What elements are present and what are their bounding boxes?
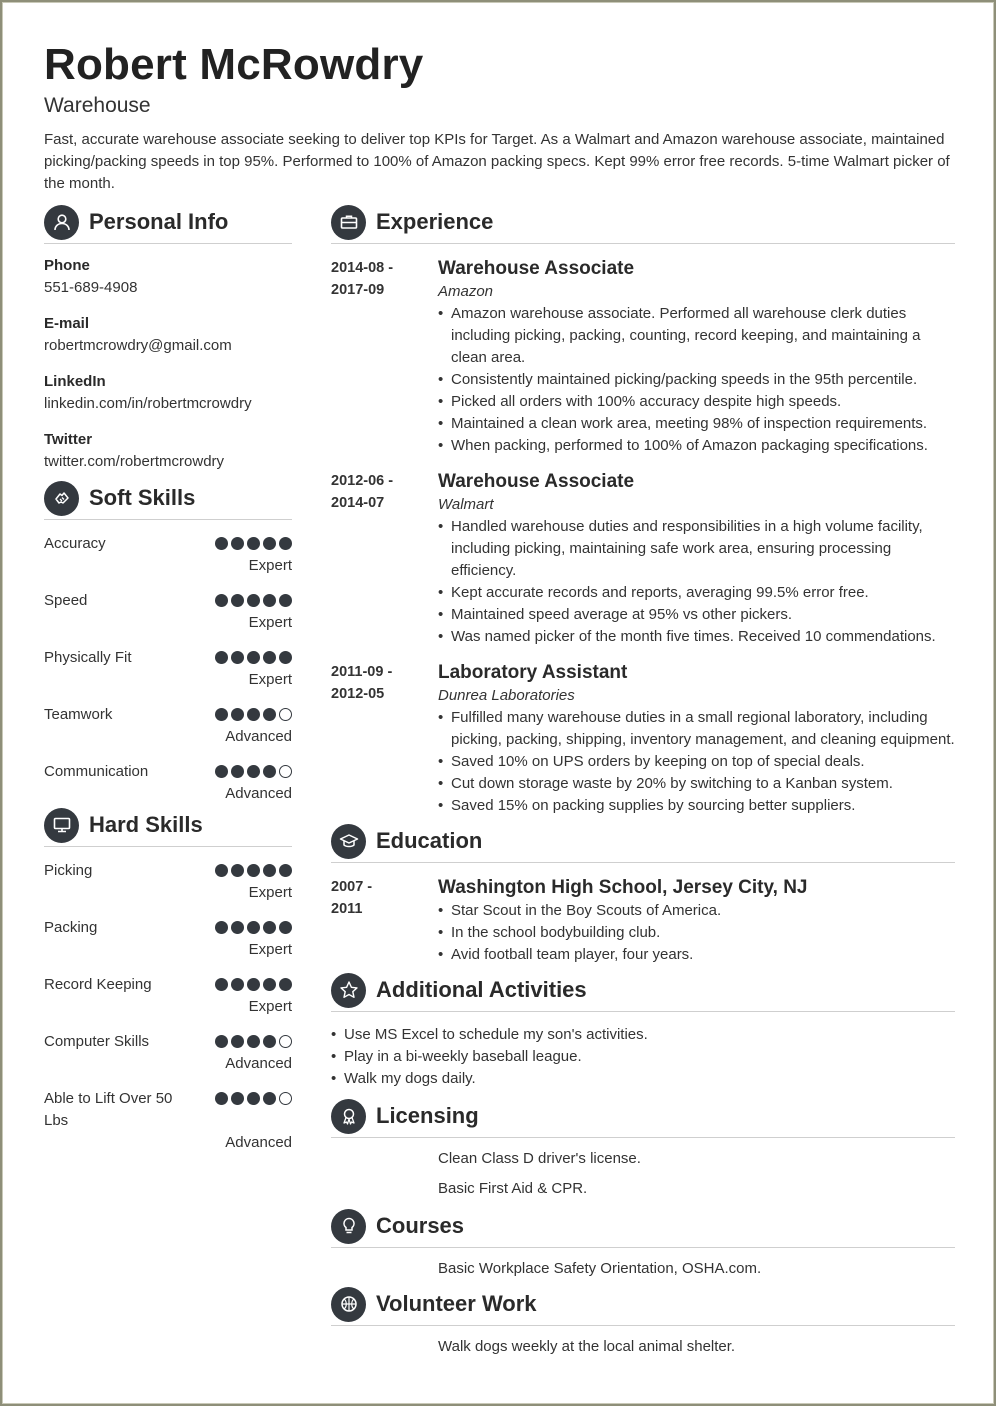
bullet-item: • In the school bodybuilding club. — [438, 922, 955, 944]
rating-dot-filled — [247, 765, 260, 778]
experience-date — [331, 257, 438, 457]
bullet-item: • Star Scout in the Boy Scouts of America. — [438, 900, 955, 922]
email-value[interactable]: robertmcrowdry@gmail.com — [44, 337, 232, 354]
bullet-item: • Maintained a clean work area, meeting 98% of inspection requirements. — [438, 413, 955, 435]
company-name: Dunrea Laboratories — [438, 687, 575, 704]
volunteer-section — [331, 1284, 955, 1358]
hard-skills-section — [44, 805, 292, 1154]
experience-entry — [331, 661, 955, 817]
award-ribbon-icon — [331, 1099, 366, 1134]
left-column — [44, 202, 292, 1154]
rating-dot-filled — [215, 1092, 228, 1105]
skill-level: Advanced — [225, 1134, 292, 1151]
skill-level: Expert — [248, 557, 292, 574]
rating-dot-filled — [215, 921, 228, 934]
rating-dot-filled — [279, 651, 292, 664]
skill-row — [44, 974, 292, 1018]
job-title: Warehouse Associate — [438, 471, 635, 492]
skill-row — [44, 1088, 292, 1154]
date-start: 2014-08 - — [331, 260, 394, 276]
monitor-icon — [44, 808, 79, 843]
rating-dot-filled — [247, 708, 260, 721]
skill-name: Able to Lift Over 50 Lbs — [44, 1090, 173, 1129]
rating-dot-filled — [215, 708, 228, 721]
experience-entry — [331, 257, 955, 457]
skill-rating-dots — [215, 978, 292, 991]
graduation-cap-icon — [331, 824, 366, 859]
rating-dot-filled — [231, 708, 244, 721]
rating-dot-empty — [279, 765, 292, 778]
rating-dot-filled — [279, 978, 292, 991]
bullet-item: • When packing, performed to 100% of Amazon packaging specifications. — [438, 435, 955, 457]
rating-dot-filled — [263, 594, 276, 607]
rating-dot-filled — [263, 978, 276, 991]
section-divider — [331, 1137, 955, 1138]
star-icon — [331, 973, 366, 1008]
skill-level: Expert — [248, 884, 292, 901]
skill-level: Advanced — [225, 785, 292, 802]
bullet-item: • Maintained speed average at 95% vs other pickers. — [438, 604, 955, 626]
rating-dot-filled — [215, 978, 228, 991]
soft-skills-heading: Soft Skills — [89, 485, 196, 510]
skill-rating-dots — [215, 1092, 292, 1105]
education-bullets — [438, 900, 955, 966]
skill-rating-dots — [215, 765, 292, 778]
skill-rating-dots — [215, 537, 292, 550]
personal-info-heading: Personal Info — [89, 209, 229, 234]
rating-dot-filled — [247, 978, 260, 991]
experience-list — [331, 257, 955, 817]
bullet-item: • Cut down storage waste by 20% by switching to a Kanban system. — [438, 773, 955, 795]
bullet-item: • Picked all orders with 100% accuracy despite high speeds. — [438, 391, 955, 413]
user-icon — [44, 205, 79, 240]
candidate-name: Robert McRowdry — [44, 40, 424, 89]
date-end: 2011 — [331, 901, 363, 917]
date-start: 2007 - — [331, 879, 373, 895]
hard-skills-heading: Hard Skills — [89, 812, 203, 837]
skill-name: Computer Skills — [44, 1033, 150, 1050]
skill-row — [44, 860, 292, 904]
phone-value: 551-689-4908 — [44, 279, 138, 296]
section-divider — [44, 846, 292, 847]
education-date — [331, 876, 438, 966]
rating-dot-filled — [231, 864, 244, 877]
skill-name: Picking — [44, 862, 93, 879]
twitter-value[interactable]: twitter.com/robertmcrowdry — [44, 453, 225, 470]
rating-dot-filled — [263, 864, 276, 877]
bullet-item: • Was named picker of the month five times. Received 10 commendations. — [438, 626, 955, 648]
hard-skills-list — [44, 860, 292, 1154]
skill-level: Expert — [248, 998, 292, 1015]
rating-dot-filled — [279, 594, 292, 607]
section-divider — [331, 1011, 955, 1012]
date-start: 2012-06 - — [331, 473, 394, 489]
linkedin-value[interactable]: linkedin.com/in/robertmcrowdry — [44, 395, 252, 412]
rating-dot-filled — [231, 1035, 244, 1048]
soft-skills-list — [44, 533, 292, 805]
rating-dot-empty — [279, 1092, 292, 1105]
date-end: 2012-05 — [331, 686, 385, 702]
skill-name: Accuracy — [44, 535, 106, 552]
skill-level: Advanced — [225, 1055, 292, 1072]
date-start: 2011-09 - — [331, 664, 393, 680]
company-name: Walmart — [438, 496, 494, 513]
skill-name: Record Keeping — [44, 976, 152, 993]
email-label: E-mail — [44, 315, 90, 332]
right-column — [331, 202, 955, 1358]
skill-name: Packing — [44, 919, 98, 936]
linkedin-label: LinkedIn — [44, 373, 106, 390]
skill-name: Teamwork — [44, 706, 113, 723]
handshake-icon — [44, 481, 79, 516]
skill-name: Physically Fit — [44, 649, 132, 666]
phone-label: Phone — [44, 257, 90, 274]
bullet-item: • Handled warehouse duties and responsibilities in a high volume facility, including picking, maintaining safe work area, ensuring processing efficiency. — [438, 516, 955, 582]
twitter-label: Twitter — [44, 431, 93, 448]
skill-row — [44, 1031, 292, 1075]
rating-dot-filled — [263, 537, 276, 550]
education-section — [331, 821, 955, 966]
date-end: 2017-09 — [331, 282, 385, 298]
rating-dot-filled — [231, 921, 244, 934]
bullet-item: • Saved 15% on packing supplies by sourcing better suppliers. — [438, 795, 955, 817]
skill-row — [44, 647, 292, 691]
rating-dot-filled — [231, 537, 244, 550]
rating-dot-filled — [231, 978, 244, 991]
rating-dot-filled — [263, 921, 276, 934]
bullet-item: • Consistently maintained picking/packing speeds in the 95th percentile. — [438, 369, 955, 391]
bullet-item: • Play in a bi-weekly baseball league. — [331, 1046, 955, 1068]
section-divider — [44, 519, 292, 520]
bullet-item: • Amazon warehouse associate. Performed all warehouse clerk duties including picking, packing, counting, record keeping, and maintaining a clean area. — [438, 303, 955, 369]
rating-dot-filled — [215, 765, 228, 778]
rating-dot-filled — [263, 765, 276, 778]
licensing-section — [331, 1096, 955, 1200]
skill-level: Expert — [248, 941, 292, 958]
experience-date — [331, 661, 438, 817]
experience-section — [331, 202, 955, 817]
section-divider — [331, 243, 955, 244]
skill-row — [44, 917, 292, 961]
section-divider — [331, 1325, 955, 1326]
skill-name: Speed — [44, 592, 88, 609]
skill-row — [44, 590, 292, 634]
skill-row — [44, 704, 292, 748]
courses-heading: Courses — [376, 1213, 465, 1238]
rating-dot-filled — [247, 1092, 260, 1105]
briefcase-icon — [331, 205, 366, 240]
lightbulb-icon — [331, 1209, 366, 1244]
summary-text: Fast, accurate warehouse associate seeking to deliver top KPIs for Target. As a Walmart and Amazon warehouse associate, maintained picking/packing speeds in top 95%. Performed to 100% of Amazon packing specs. Kept 99% error free records. 5-time Walmart picker of the month. — [44, 131, 950, 192]
bullet-item: • Kept accurate records and reports, averaging 99.5% error free. — [438, 582, 955, 604]
rating-dot-filled — [215, 1035, 228, 1048]
rating-dot-filled — [247, 651, 260, 664]
section-divider — [331, 862, 955, 863]
skill-rating-dots — [215, 708, 292, 721]
skill-row — [44, 761, 292, 805]
license-item: Clean Class D driver's license. — [438, 1150, 641, 1167]
candidate-title: Warehouse — [44, 94, 151, 117]
bullet-item: • Use MS Excel to schedule my son's activities. — [331, 1024, 955, 1046]
basketball-icon — [331, 1287, 366, 1322]
bullet-item: • Avid football team player, four years. — [438, 944, 955, 966]
company-name: Amazon — [438, 283, 494, 300]
soft-skills-section — [44, 478, 292, 805]
rating-dot-filled — [279, 864, 292, 877]
rating-dot-filled — [215, 537, 228, 550]
skill-level: Expert — [248, 671, 292, 688]
experience-bullets — [438, 516, 955, 648]
experience-date — [331, 470, 438, 648]
rating-dot-filled — [215, 864, 228, 877]
skill-row — [44, 533, 292, 577]
rating-dot-filled — [247, 921, 260, 934]
rating-dot-filled — [263, 1092, 276, 1105]
rating-dot-filled — [247, 1035, 260, 1048]
skill-rating-dots — [215, 651, 292, 664]
volunteer-heading: Volunteer Work — [376, 1291, 537, 1316]
section-divider — [331, 1247, 955, 1248]
courses-section — [331, 1206, 955, 1280]
rating-dot-filled — [231, 651, 244, 664]
job-title: Warehouse Associate — [438, 258, 635, 279]
skill-level: Advanced — [225, 728, 292, 745]
experience-bullets — [438, 707, 955, 817]
personal-info-section — [44, 202, 292, 474]
rating-dot-filled — [279, 537, 292, 550]
education-entry — [331, 876, 955, 966]
rating-dot-filled — [263, 651, 276, 664]
rating-dot-filled — [231, 765, 244, 778]
rating-dot-filled — [247, 594, 260, 607]
skill-level: Expert — [248, 614, 292, 631]
section-divider — [44, 243, 292, 244]
activities-section — [331, 970, 955, 1090]
experience-heading: Experience — [376, 209, 494, 234]
rating-dot-filled — [231, 1092, 244, 1105]
license-item: Basic First Aid & CPR. — [438, 1180, 588, 1197]
experience-bullets — [438, 303, 955, 457]
job-title: Laboratory Assistant — [438, 662, 628, 683]
skill-rating-dots — [215, 921, 292, 934]
activities-heading: Additional Activities — [376, 977, 587, 1002]
skill-rating-dots — [215, 594, 292, 607]
skill-rating-dots — [215, 864, 292, 877]
rating-dot-filled — [247, 864, 260, 877]
rating-dot-filled — [247, 537, 260, 550]
experience-entry — [331, 470, 955, 648]
date-end: 2014-07 — [331, 495, 385, 511]
bullet-item: • Walk my dogs daily. — [331, 1068, 955, 1090]
licensing-heading: Licensing — [376, 1103, 479, 1128]
school-name: Washington High School, Jersey City, NJ — [438, 877, 808, 898]
rating-dot-filled — [279, 921, 292, 934]
rating-dot-filled — [231, 594, 244, 607]
skill-rating-dots — [215, 1035, 292, 1048]
rating-dot-filled — [215, 651, 228, 664]
rating-dot-filled — [263, 1035, 276, 1048]
rating-dot-empty — [279, 708, 292, 721]
rating-dot-filled — [263, 708, 276, 721]
bullet-item: • Fulfilled many warehouse duties in a small regional laboratory, including picking, packing, shipping, inventory management, and cleaning equipment. — [438, 707, 955, 751]
activities-bullets — [331, 1024, 955, 1090]
rating-dot-empty — [279, 1035, 292, 1048]
volunteer-item: Walk dogs weekly at the local animal shelter. — [438, 1338, 736, 1355]
course-item: Basic Workplace Safety Orientation, OSHA.com. — [438, 1260, 762, 1277]
rating-dot-filled — [215, 594, 228, 607]
bullet-item: • Saved 10% on UPS orders by keeping on top of special deals. — [438, 751, 955, 773]
education-heading: Education — [376, 828, 483, 853]
skill-name: Communication — [44, 763, 149, 780]
